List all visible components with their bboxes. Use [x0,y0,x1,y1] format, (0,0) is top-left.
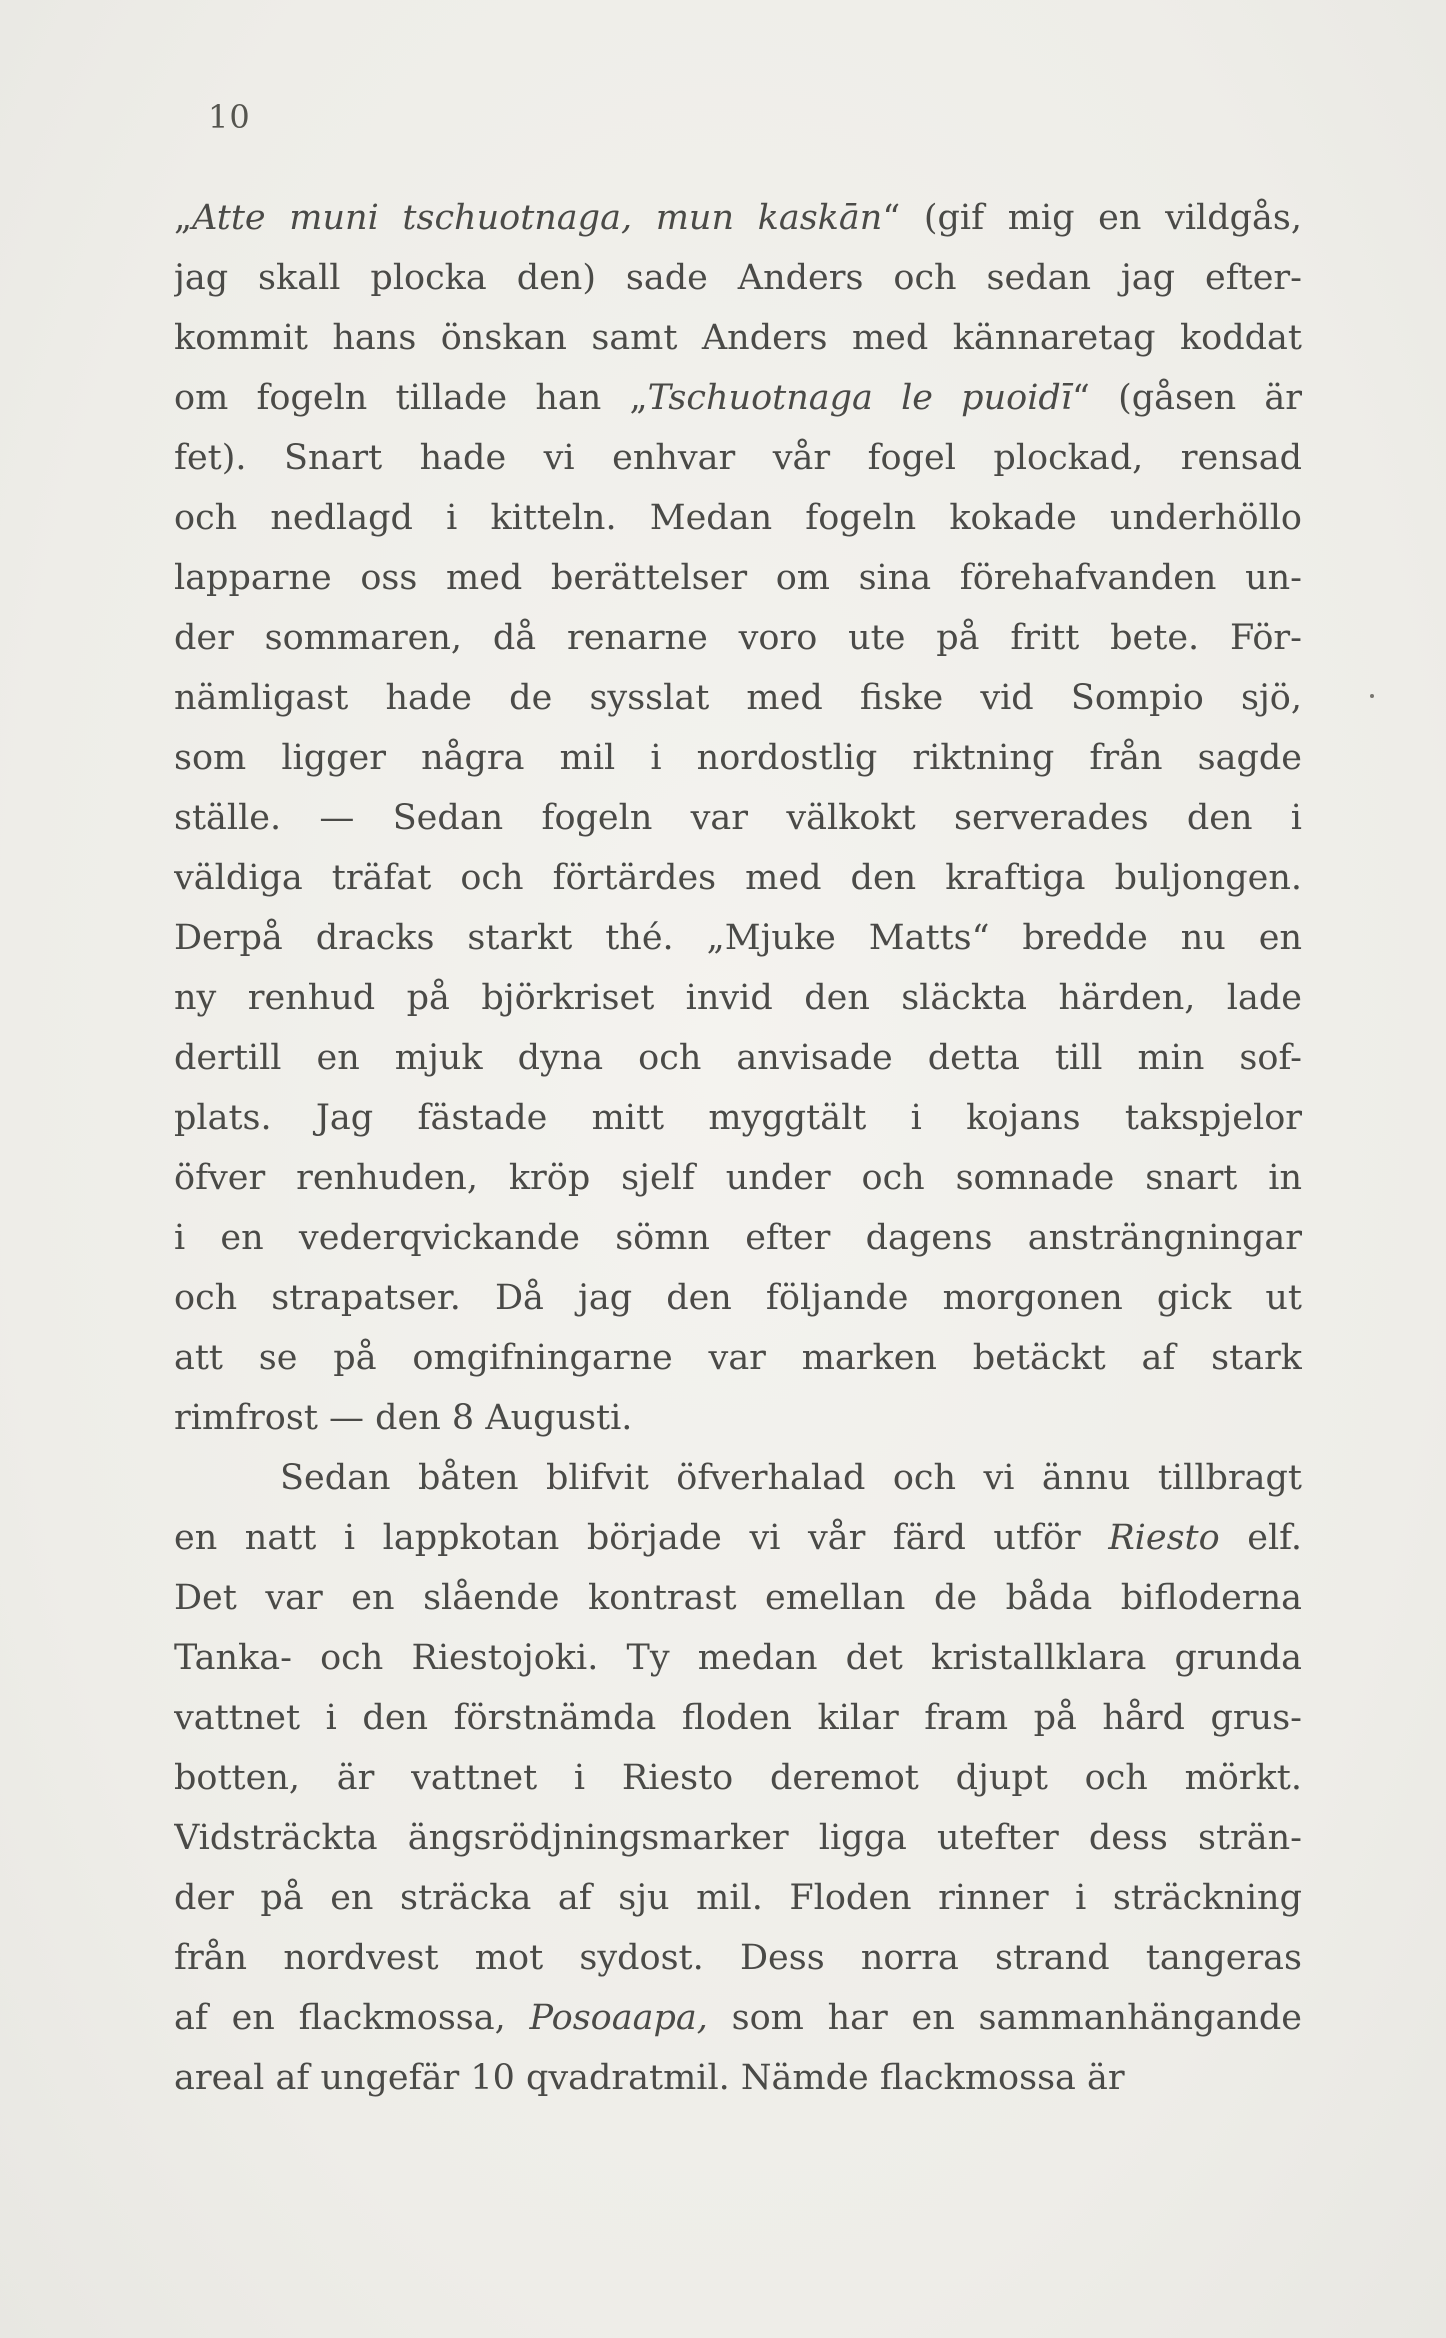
text-run: vattnet i den förstnämda floden kilar fram på hård grus- [174,1698,1302,1738]
text-run: “ (gif mig en vildgås, [882,198,1302,238]
text-run: som ligger några mil i nordostlig riktning från sagde [174,738,1302,778]
text-line [174,908,1302,968]
text-run: väldiga träfat och förtärdes med den kraftiga buljongen. [174,858,1302,898]
text-run: elf. [1219,1518,1302,1558]
text-line [174,2048,1302,2108]
text-run: öfver renhuden, kröp sjelf under och somnade snart in [174,1158,1302,1198]
text-line [174,1148,1302,1208]
text-line [174,1208,1302,1268]
margin-speck [1370,694,1374,698]
text-line [174,728,1302,788]
text-line [174,1988,1302,2048]
text-run: af en flackmossa, [174,1998,530,2038]
text-run: Det var en slående kontrast emellan de båda bifloderna [174,1578,1302,1618]
text-line [174,1808,1302,1868]
text-line [174,548,1302,608]
text-line [174,668,1302,728]
text-run: om fogeln tillade han „ [174,378,648,418]
text-line [174,188,1302,248]
text-line [174,1448,1302,1508]
text-line [174,1748,1302,1808]
text-run: lapparne oss med berättelser om sina förehafvanden un- [174,558,1302,598]
text-line [174,1088,1302,1148]
text-run: nämligast hade de sysslat med fiske vid Sompio sjö, [174,678,1302,718]
text-line [174,1508,1302,1568]
text-run: areal af ungefär 10 qvadratmil. Nämde flackmossa är [174,2058,1125,2098]
text-line [174,1028,1302,1088]
text-line [174,308,1302,368]
text-run: och strapatser. Då jag den följande morgonen gick ut [174,1278,1302,1318]
text-line [174,848,1302,908]
text-run: ny renhud på björkriset invid den släckta härden, lade [174,978,1302,1018]
text-run: ställe. — Sedan fogeln var välkokt serverades den i [174,798,1302,838]
text-line [174,248,1302,308]
text-run: kommit hans önskan samt Anders med kännaretag koddat [174,318,1302,358]
text-run: fet). Snart hade vi enhvar vår fogel plockad, rensad [174,438,1302,478]
text-line [174,1688,1302,1748]
text-line [174,1868,1302,1928]
text-line [174,1268,1302,1328]
text-run: plats. Jag fästade mitt myggtält i kojans takspjelor [174,1098,1302,1138]
text-run: som har en sammanhängande [707,1998,1302,2038]
text-line [174,608,1302,668]
text-run: der sommaren, då renarne voro ute på fritt bete. För- [174,618,1302,658]
text-run: från nordvest mot sydost. Dess norra strand tangeras [174,1938,1302,1978]
body-text [174,188,1302,2108]
text-run: Sedan båten blifvit öfverhalad och vi ännu tillbragt [280,1458,1302,1498]
text-run: en natt i lappkotan började vi vår färd utför [174,1518,1109,1558]
text-run: Derpå dracks starkt thé. „Mjuke Matts“ bredde nu en [174,918,1302,958]
text-run: Vidsträckta ängsrödjningsmarker ligga utefter dess strän- [174,1818,1302,1858]
text-run: och nedlagd i kitteln. Medan fogeln kokade underhöllo [174,498,1302,538]
text-line [174,1628,1302,1688]
text-run: i en vederqvickande sömn efter dagens ansträngningar [174,1218,1302,1258]
italic-text: Atte muni tschuotnaga, mun kaskān [192,198,883,238]
text-line [174,788,1302,848]
text-run: botten, är vattnet i Riesto deremot djupt och mörkt. [174,1758,1302,1798]
text-line [174,1928,1302,1988]
text-run: att se på omgifningarne var marken betäckt af stark [174,1338,1302,1378]
text-run: rimfrost — den 8 Augusti. [174,1398,633,1438]
italic-text: Posoaapa, [529,1998,708,2038]
text-run: „ [174,198,193,238]
text-line [174,428,1302,488]
italic-text: Riesto [1108,1518,1220,1558]
text-line [174,488,1302,548]
text-line [174,1568,1302,1628]
text-run: “ (gåsen är [1071,378,1302,418]
text-run: der på en sträcka af sju mil. Floden rinner i sträckning [174,1878,1302,1918]
text-run: Tanka- och Riestojoki. Ty medan det kristallklara grunda [174,1638,1302,1678]
text-run: dertill en mjuk dyna och anvisade detta till min sof- [174,1038,1302,1078]
text-line [174,368,1302,428]
text-run: jag skall plocka den) sade Anders och sedan jag efter- [174,258,1302,298]
text-line [174,968,1302,1028]
page-number: 10 [208,98,251,136]
italic-text: Tschuotnaga le puoidī [647,378,1072,418]
text-line [174,1388,1302,1448]
text-line [174,1328,1302,1388]
